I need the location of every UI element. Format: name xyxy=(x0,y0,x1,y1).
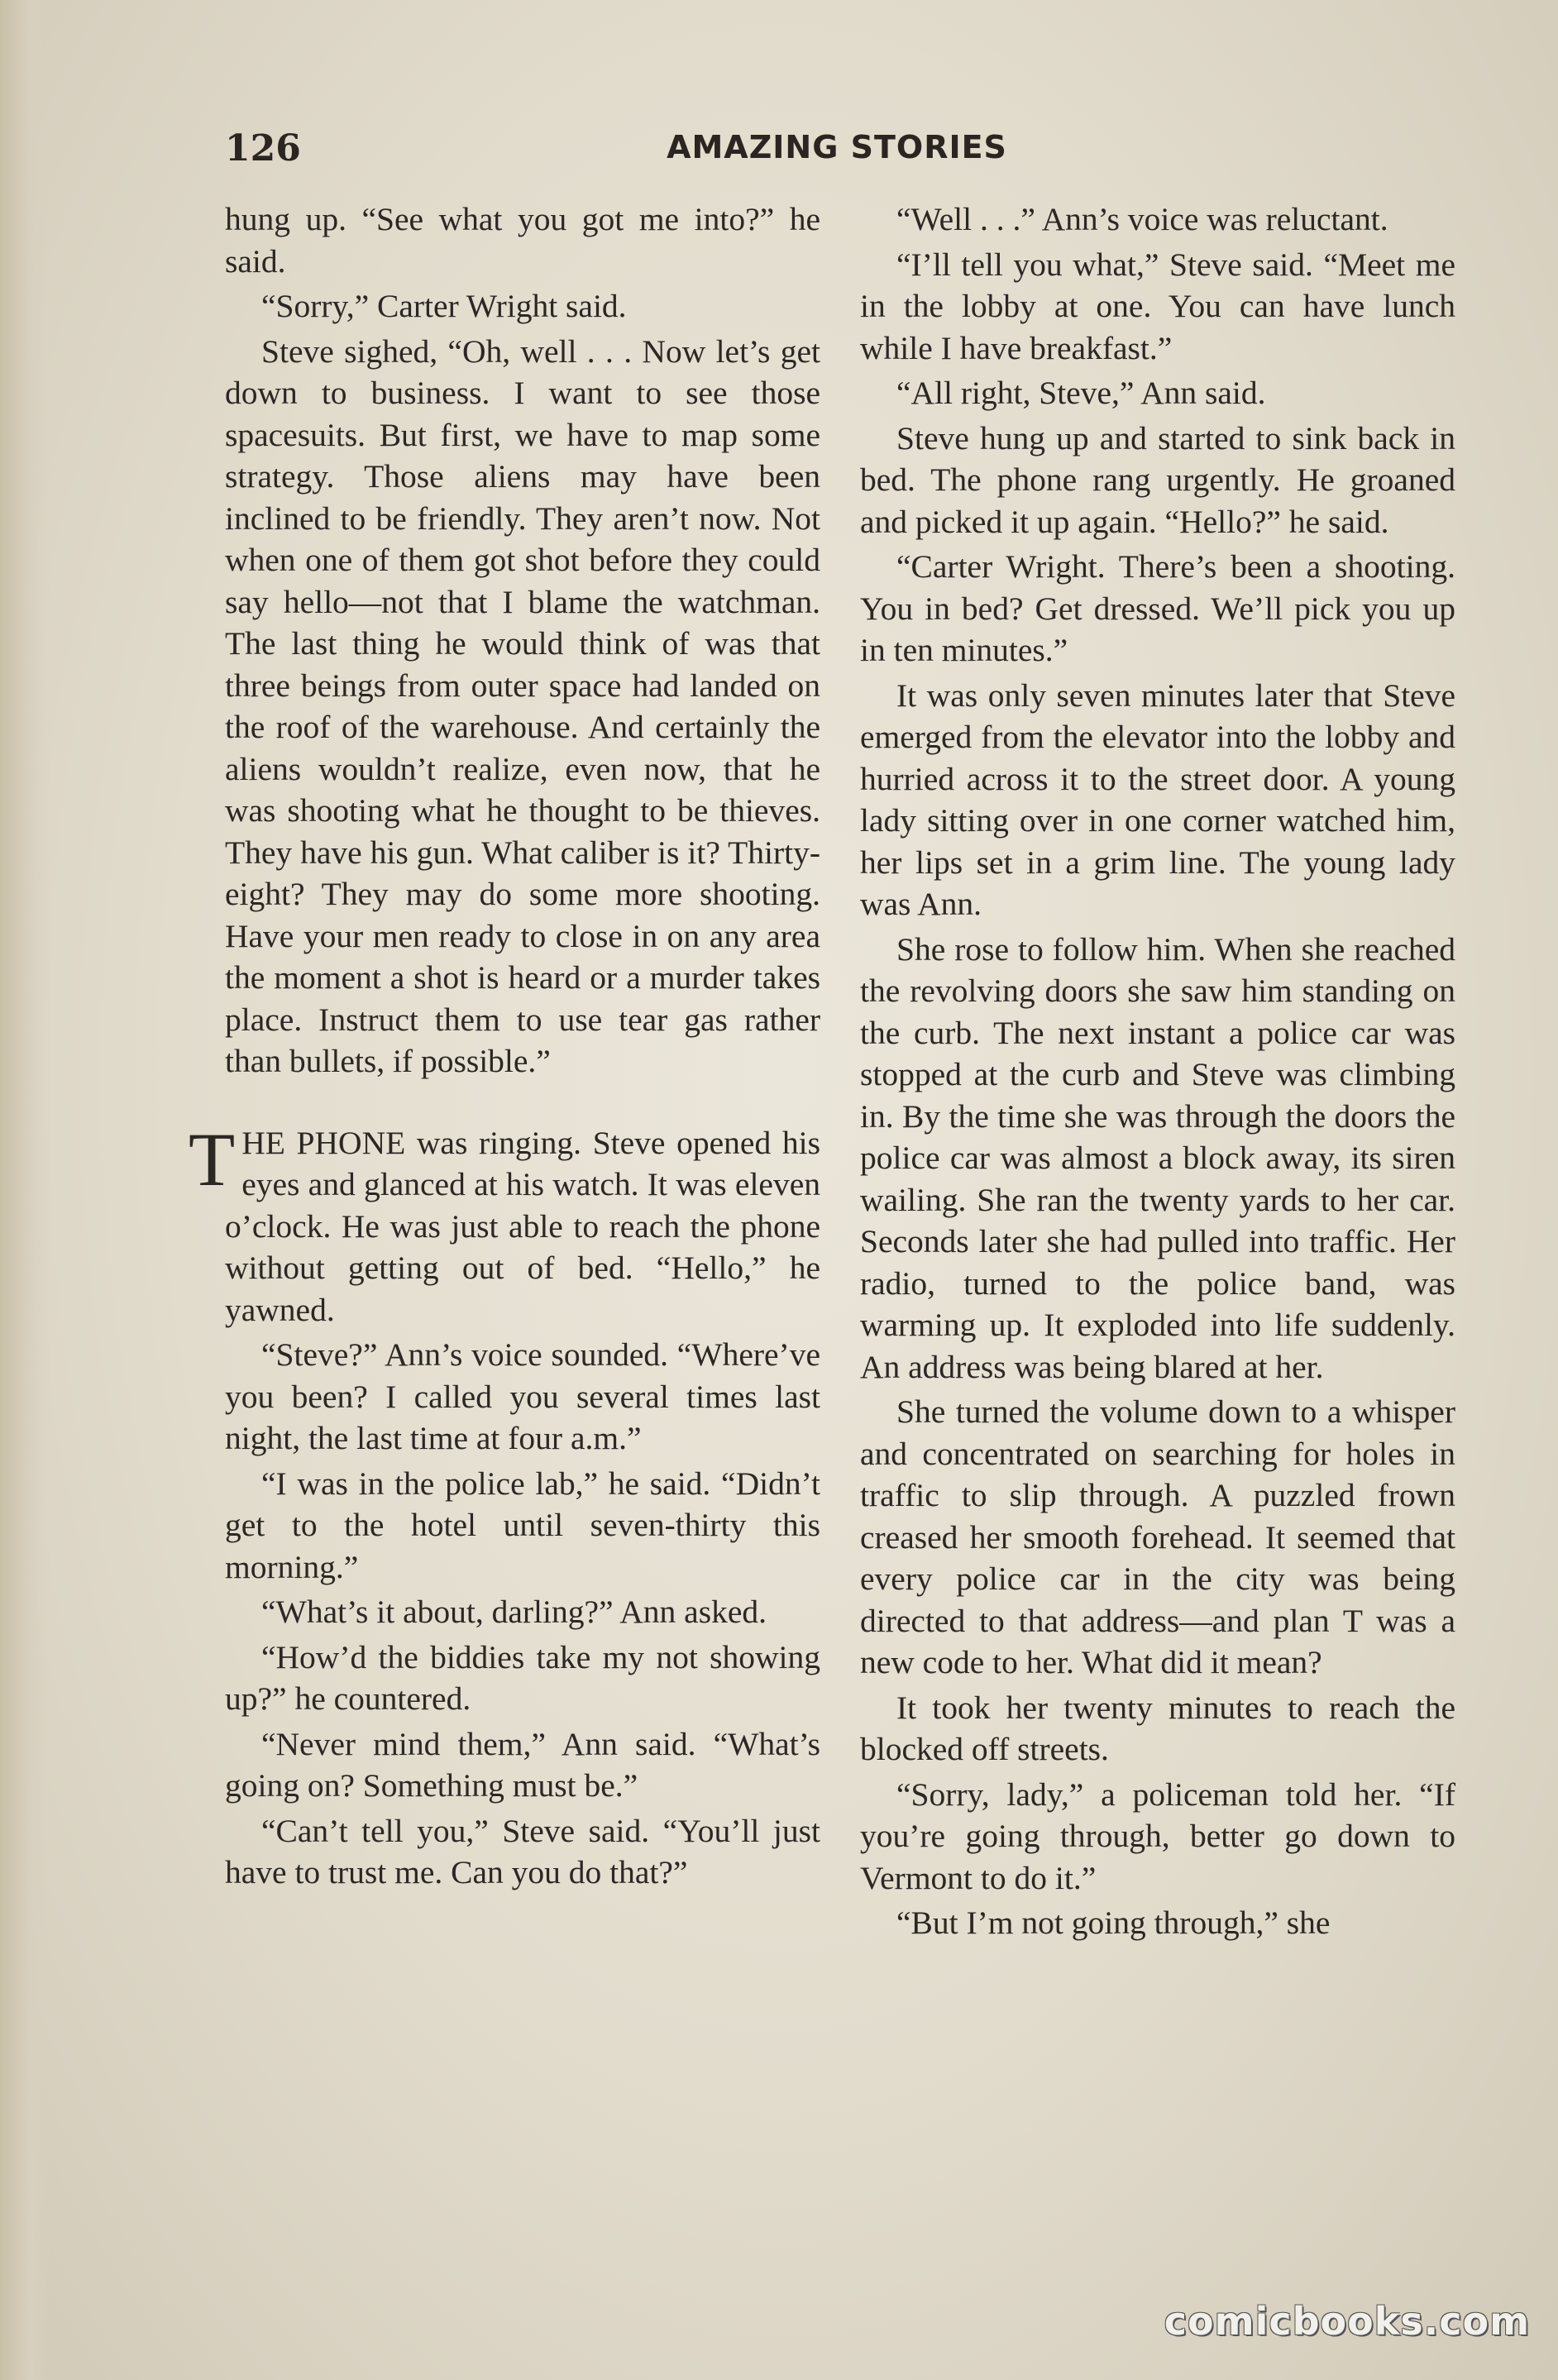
paragraph: “What’s it about, darling?” Ann asked. xyxy=(261,1594,767,1630)
paragraph: “I was in the police lab,” he said. “Didn’t get to the hotel until seven-thirty this morning.” xyxy=(225,1465,820,1585)
page-number: 126 xyxy=(225,127,301,170)
right-column xyxy=(860,198,1455,1947)
running-title: AMAZING STORIES xyxy=(667,129,1007,165)
paragraph: “Never mind them,” Ann said. “What’s going on? Something must be.” xyxy=(225,1725,820,1804)
paragraph: “Well . . .” Ann’s voice was reluctant. xyxy=(896,201,1388,237)
paragraph: “But I’m not going through,” she xyxy=(896,1904,1331,1941)
section-opening-paragraph xyxy=(189,1116,820,1331)
paragraph: She rose to follow him. When she reached the revolving doors she saw him standing on the curb. The next instant a police car was stopped at the curb and Steve was climbing in. By the time she was through the doors the police car was almost a block away, its siren wailing. She ran the twenty yards to her car. Seconds later she had pulled into traffic. Her radio, turned to the police band, was warming up. It exploded into life suddenly. An address was being blared at her. xyxy=(860,930,1455,1385)
page-spine-shadow xyxy=(0,0,50,2380)
paragraph: “Can’t tell you,” Steve said. “You’ll just have to trust me. Can you do that?” xyxy=(225,1812,820,1890)
paragraph: Steve sighed, “Oh, well . . . Now let’s get down to business. I want to see those spacesuits. But first, we have to map some strategy. Those aliens may have been inclined to be friendly. They aren’t now. Not when one of them got shot before they could say hello—not that I blame the watchman. The last thing he would think of was that three beings from outer space had landed on the roof of the warehouse. And certainly the aliens wouldn’t realize, even now, that he was shooting what he thought to be thieves. They have his gun. What caliber is it? Thirty-eight? They may do some more shooting. Have your men ready to close in on any area the moment a shot is heard or a murder takes place. Instruct them to use tear gas rather than bullets, if possible.” xyxy=(225,332,820,1079)
paragraph-text: HE PHONE was ringing. Steve opened his eyes and glanced at his watch. It was eleven o’clock. He was just able to reach the phone without getting out of bed. “Hello,” he yawned. xyxy=(225,1124,820,1328)
paragraph: “Steve?” Ann’s voice sounded. “Where’ve you been? I called you several times last night, the last time at four a.m.” xyxy=(225,1336,820,1456)
paragraph: Steve hung up and started to sink back in bed. The phone rang urgently. He groaned and picked it up again. “Hello?” he said. xyxy=(860,419,1455,540)
paragraph: “Sorry,” Carter Wright said. xyxy=(261,288,627,324)
paragraph: “Sorry, lady,” a policeman told her. “If you’re going through, better go down to Vermont to do it.” xyxy=(860,1775,1455,1896)
paragraph: “All right, Steve,” Ann said. xyxy=(896,375,1266,411)
paragraph: hung up. “See what you got me into?” he said. xyxy=(225,201,820,280)
paragraph: “How’d the biddies take my not showing up?” he countered. xyxy=(225,1638,820,1717)
paragraph: “I’ll tell you what,” Steve said. “Meet me in the lobby at one. You can have lunch while I have breakfast.” xyxy=(860,246,1455,366)
left-column xyxy=(189,198,820,1897)
drop-cap: T xyxy=(189,1116,236,1202)
site-watermark: comicbooks.com xyxy=(1164,2299,1530,2344)
paragraph: She turned the volume down to a whisper and concentrated on searching for holes in traffic to slip through. A puzzled frown creased her smooth forehead. It seemed that every police car in the city was being directed to that address—and plan T was a new code to her. What did it mean? xyxy=(860,1393,1455,1680)
paragraph: It took her twenty minutes to reach the blocked off streets. xyxy=(860,1689,1455,1767)
page-header xyxy=(225,124,1449,174)
paragraph: “Carter Wright. There’s been a shooting. You in bed? Get dressed. We’ll pick you up in ten minutes.” xyxy=(860,548,1455,668)
paragraph: It was only seven minutes later that Steve emerged from the elevator into the lobby and hurried across it to the street door. A young lady sitting over in one corner watched him, her lips set in a grim line. The young lady was Ann. xyxy=(860,676,1455,922)
